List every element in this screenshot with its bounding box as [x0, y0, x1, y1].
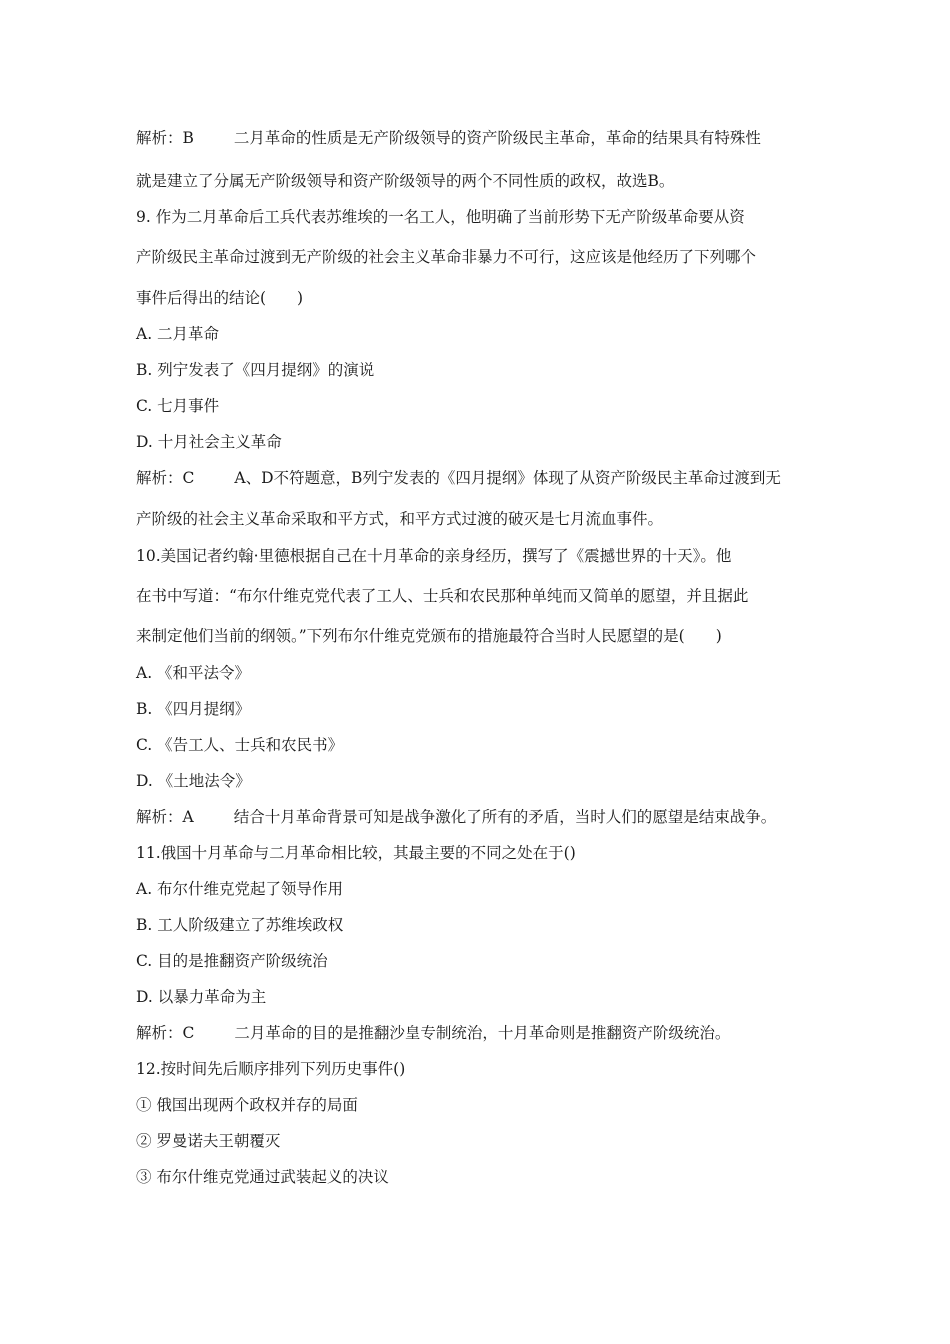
option-b: B. 列宁发表了《四月提纲》的演说: [136, 361, 375, 379]
option-a: A. 《和平法令》: [136, 664, 251, 682]
question-12: 12.按时间先后顺序排列下列历史事件(): [136, 1060, 406, 1078]
analysis-8: 解析：B 二月革命的性质是无产阶级领导的资产阶级民主革命，革命的结果具有特殊性: [136, 129, 761, 147]
option-d: D. 《土地法令》: [136, 772, 251, 790]
option-b: B. 工人阶级建立了苏维埃政权: [136, 916, 344, 934]
question-10: 10.美国记者约翰·里德根据自己在十月革命的亲身经历，撰写了《震撼世界的十天》。他: [136, 547, 732, 565]
text-line: 产阶级民主革命过渡到无产阶级的社会主义革命非暴力不可行，这应该是他经历了下列哪个: [136, 248, 757, 266]
option-d: D. 十月社会主义革命: [136, 433, 282, 451]
event-item: ③ 布尔什维克党通过武装起义的决议: [136, 1168, 389, 1186]
analysis-11: 解析：C 二月革命的目的是推翻沙皇专制统治，十月革命则是推翻资产阶级统治。: [136, 1024, 731, 1042]
text-line: 来制定他们当前的纲领。”下列布尔什维克党颁布的措施最符合当时人民愿望的是( ): [136, 627, 722, 645]
text-line: 事件后得出的结论( ): [136, 289, 304, 307]
option-d: D. 以暴力革命为主: [136, 988, 267, 1006]
event-item: ① 俄国出现两个政权并存的局面: [136, 1096, 358, 1114]
text-line: 产阶级的社会主义革命采取和平方式，和平方式过渡的破灭是七月流血事件。: [136, 510, 664, 528]
event-item: ② 罗曼诺夫王朝覆灭: [136, 1132, 281, 1150]
text-line: 在书中写道：“布尔什维克党代表了工人、士兵和农民那种单纯而又简单的愿望，并且据此: [136, 587, 749, 605]
option-a: A. 二月革命: [136, 325, 220, 343]
option-c: C. 目的是推翻资产阶级统治: [136, 952, 328, 970]
analysis-9: 解析：C A、D不符题意，B列宁发表的《四月提纲》体现了从资产阶级民主革命过渡到无: [136, 469, 781, 487]
option-c: C. 七月事件: [136, 397, 220, 415]
question-11: 11.俄国十月革命与二月革命相比较，其最主要的不同之处在于(): [136, 844, 576, 862]
option-a: A. 布尔什维克党起了领导作用: [136, 880, 344, 898]
analysis-10: 解析：A 结合十月革命背景可知是战争激化了所有的矛盾，当时人们的愿望是结束战争。: [136, 808, 777, 826]
option-b: B. 《四月提纲》: [136, 700, 251, 718]
question-9: 9. 作为二月革命后工兵代表苏维埃的一名工人，他明确了当前形势下无产阶级革命要从资: [136, 208, 745, 226]
option-c: C. 《告工人、士兵和农民书》: [136, 736, 344, 754]
text-line: 就是建立了分属无产阶级领导和资产阶级领导的两个不同性质的政权，故选B。: [136, 172, 675, 190]
